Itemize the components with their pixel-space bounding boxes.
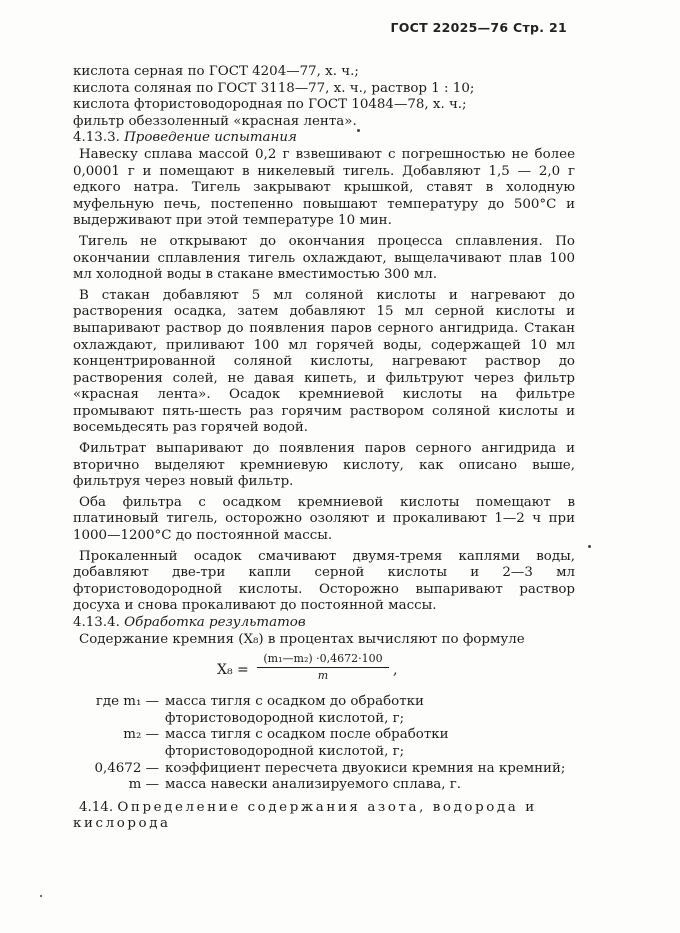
paragraph: Тигель не открывают до окончания процесса сплавления. По окончании сплавления тигель охлаждают, выщелачивают плав 100 мл холодной воды в стакане вместимостью 300 мл. xyxy=(73,233,575,283)
section-heading-testing xyxy=(73,130,575,147)
paragraph: В стакан добавляют 5 мл соляной кислоты и нагревают до растворения осадка, затем добавляют 15 мл серной кислоты и выпаривают раствор до появления паров серного ангидрида. Стакан охлаждают, приливают 100 мл горячей воды, содержащей 10 мл концентрированной соляной кислоты, нагревают раствор до растворения солей, не давая кипеть, и фильтруют через фильтр «красная лента». Осадок кремниевой кислоты на фильтре промывают пять-шесть раз горячим раствором соляной кислоты и восемьдесять раз горячей водой. xyxy=(73,287,575,436)
section-number: 4.13.4. xyxy=(73,615,120,630)
paragraph: Оба фильтра с осадком кремниевой кислоты помещают в платиновый тигель, осторожно озоляют и прокаливают 1—2 ч при 1000—1200°С до постоянной массы. xyxy=(73,494,575,544)
formula-comma: , xyxy=(393,662,398,679)
formula-lhs: X₈ = xyxy=(217,662,249,679)
scan-speck xyxy=(40,895,42,897)
variable-symbol: где m₁ — xyxy=(95,694,159,710)
variable-description: коэффициент пересчета двуокиси кремния на кремний; xyxy=(165,760,566,776)
silicon-formula xyxy=(73,652,575,692)
formula-denominator: m xyxy=(317,669,329,683)
reagent-item: кислота соляная по ГОСТ 3118—77, х. ч., раствор 1 : 10; xyxy=(73,80,475,96)
variable-symbol: m₂ — xyxy=(123,727,159,743)
fraction-bar xyxy=(257,667,389,668)
section-title: Обработка результатов xyxy=(124,615,306,630)
section-number: 4.14. xyxy=(79,799,114,815)
formula-numerator: (m₁—m₂) ·0,4672·100 xyxy=(263,652,383,666)
reagent-item: кислота фтористоводородная по ГОСТ 10484—78, х. ч.; xyxy=(73,97,467,113)
page-header: ГОСТ 22025—76 Стр. 21 xyxy=(390,20,567,35)
scan-speck xyxy=(357,129,360,132)
variable-symbol: 0,4672 — xyxy=(94,760,159,776)
variable-description: масса тигля с осадком после обработки фтористоводородной кислотой, г; xyxy=(165,727,449,759)
scan-speck xyxy=(588,545,591,548)
section-number: 4.13.3. xyxy=(73,130,120,146)
section-heading-results xyxy=(73,615,575,632)
paragraph: Прокаленный осадок смачивают двумя-тремя каплями воды, добавляют две-три капли серной кислоты и 2—3 мл фтористоводородной кислоты. Осторожно выпаривают раствор досуха и снова прокаливают до постоянной массы. xyxy=(73,548,575,614)
formula-intro: Содержание кремния (X₈) в процентах вычисляют по формуле xyxy=(79,631,525,647)
variable-symbol: m — xyxy=(128,777,159,793)
variable-description: масса навески анализируемого сплава, г. xyxy=(165,777,462,793)
section-heading-gases xyxy=(73,800,575,833)
section-title: Проведение испытания xyxy=(124,130,297,146)
reagent-item: фильтр обеззоленный «красная лента». xyxy=(73,113,357,129)
formula-fraction xyxy=(257,652,389,683)
variable-description: масса тигля с осадком до обработки фтористоводородной кислотой, г; xyxy=(165,694,424,726)
paragraph: Навеску сплава массой 0,2 г взвешивают с погрешностью не более 0,0001 г и помещают в никелевый тигель. Добавляют 1,5 — 2,0 г едкого натра. Тигель закрывают крышкой, ставят в холодную муфельную печь, постепенно повышают температуру до 500°С и выдерживают при этой температуре 10 мин. xyxy=(73,146,575,229)
page-body xyxy=(73,64,575,833)
reagent-item: кислота серная по ГОСТ 4204—77, х. ч.; xyxy=(73,64,359,79)
variable-definitions xyxy=(73,694,575,794)
section-title: Определение содержания азота, водорода и кислорода xyxy=(73,799,537,832)
paragraph: Фильтрат выпаривают до появления паров серного ангидрида и вторично выделяют кремниевую кислоту, как описано выше, фильтруя через новый фильтр. xyxy=(73,441,575,490)
